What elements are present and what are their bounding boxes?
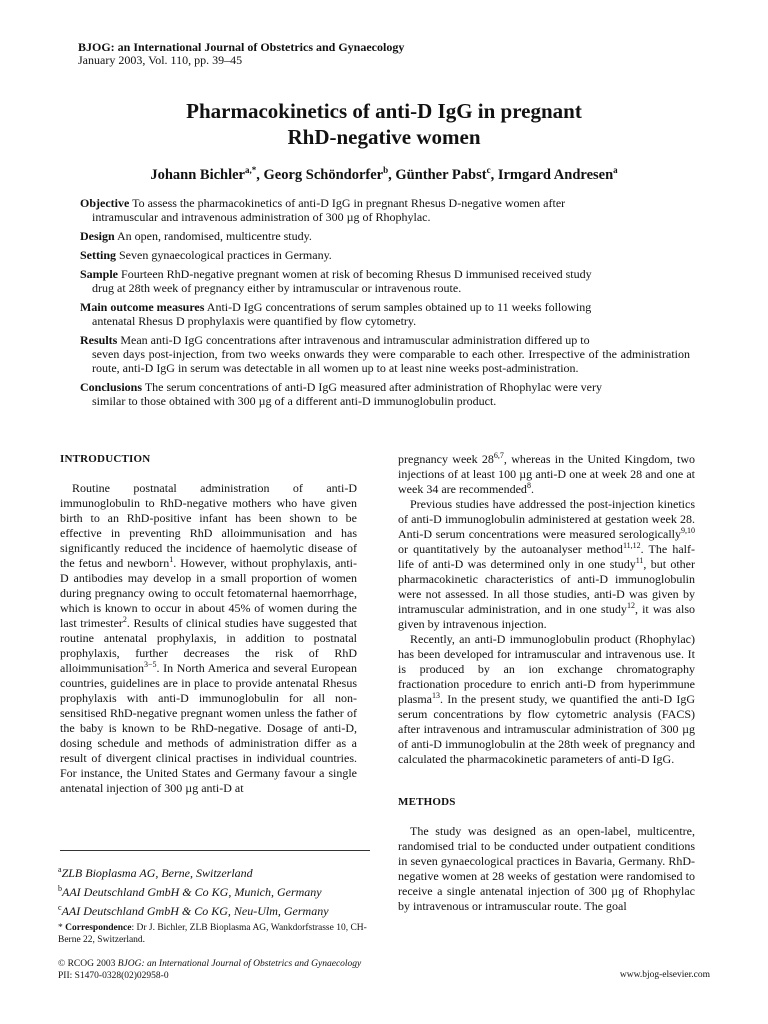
abstract bbox=[80, 196, 690, 413]
abstract-label: Sample bbox=[80, 267, 119, 281]
abstract-label: Conclusions bbox=[80, 380, 143, 394]
affiliation-item bbox=[58, 881, 329, 900]
correspondence-note bbox=[58, 922, 373, 946]
section-heading-introduction: INTRODUCTION bbox=[60, 453, 151, 465]
section-heading-methods: METHODS bbox=[398, 796, 456, 808]
methods-paragraph-1: The study was designed as an open-label, multicentre, randomised trial to be conducted under outpatient conditions in seven gynaecological practices in Bavaria, Germany. RhD-negative women at 28 weeks of gestation were randomised to receive a single antenatal injection of 300 µg of Rhophylac by intravenous or intramuscular route. The goal bbox=[398, 824, 695, 913]
left-column bbox=[60, 452, 357, 796]
citation: 11,12 bbox=[622, 541, 641, 550]
citation: 3−5 bbox=[144, 660, 157, 669]
body-text: pregnancy week 28 bbox=[398, 452, 494, 466]
affiliation-item bbox=[58, 900, 329, 919]
affiliation-item bbox=[58, 862, 329, 881]
correspondence-star: * bbox=[58, 923, 63, 933]
body-text: , it was also given by intravenous injection. bbox=[398, 602, 695, 631]
author-sup: c bbox=[486, 165, 491, 175]
affiliation-sup: a bbox=[58, 865, 62, 874]
citation: 8 bbox=[526, 481, 531, 490]
journal-title: BJOG: an International Journal of Obstetrics and Gynaecology bbox=[78, 40, 405, 54]
author-name: Johann Bichler bbox=[150, 166, 245, 183]
citation: 6,7 bbox=[493, 451, 504, 460]
pii: PII: S1470-0328(02)02958-0 bbox=[58, 971, 169, 981]
abstract-text: An open, randomised, multicentre study. bbox=[117, 229, 312, 243]
abstract-text: intramuscular and intravenous administration of 300 µg of Rhophylac. bbox=[92, 210, 431, 224]
issue-line: January 2003, Vol. 110, pp. 39–45 bbox=[78, 53, 243, 67]
body-text: Previous studies have addressed the post-injection kinetics of anti-D immunoglobulin administered at gestation week 28. Anti-D serum concentrations were measured serologically bbox=[398, 497, 695, 541]
right-column bbox=[398, 452, 695, 914]
body-text: . The half-life of anti-D was determined only in one study bbox=[398, 542, 695, 571]
abstract-text: Mean anti-D IgG concentrations after intravenous and intramuscular administration differed up to bbox=[120, 333, 590, 347]
footer-copyright-line bbox=[58, 958, 361, 970]
intro-paragraph-2 bbox=[398, 497, 695, 632]
intro-paragraph-3 bbox=[398, 632, 695, 767]
intro-paragraph-1-cont bbox=[398, 452, 695, 497]
title-line-2: RhD-negative women bbox=[287, 125, 481, 149]
body-text: . In the present study, we quantified the anti-D IgG serum concentrations by flow cytometric analysis (FACS) after intravenous and intramuscular administration of 300 µg of anti-D immunoglobulin at the 28th week of pregnancy and calculated the pharmacokinetic parameters of anti-D IgG. bbox=[398, 692, 695, 766]
title-line-1: Pharmacokinetics of anti-D IgG in pregnant bbox=[186, 99, 582, 123]
author-list: Johann Bichler$^{a,*}$, Georg Schöndorfer$^b$, Günther Pabst$^c$, Irmgard Andresen$^a$ bbox=[150, 165, 618, 183]
author-sup: a,* bbox=[245, 165, 257, 175]
abstract-label: Design bbox=[80, 229, 115, 243]
abstract-setting bbox=[80, 248, 690, 262]
citation: 13 bbox=[432, 691, 440, 700]
body-text: . In North America and several European countries, guidelines are in place to provide antenatal Rhesus prophylaxis with anti-D immunoglobulin for all non-sensitised RhD-negative pregnant women unless the father of the baby is known to be RhD-negative. Dosage of anti-D, dosing schedule and methods of administration differ as a result of divergent clinical practises in individual countries. For instance, the United States and Germany favour a single antenatal injection of 300 µg anti-D at bbox=[60, 661, 357, 795]
affiliation-text: ZLB Bioplasma AG, Berne, Switzerland bbox=[61, 866, 253, 880]
abstract-label: Results bbox=[80, 333, 118, 347]
correspondence-label: Correspondence bbox=[65, 923, 132, 933]
abstract-text: Seven gynaecological practices in Germany. bbox=[119, 248, 332, 262]
body-text: . bbox=[530, 482, 534, 496]
article-title bbox=[0, 98, 768, 150]
author-name: Günther Pabst bbox=[395, 166, 487, 183]
citation: 12 bbox=[626, 601, 635, 610]
body-text: or quantitatively by the autoanalyser method bbox=[398, 542, 623, 556]
affiliations bbox=[58, 862, 329, 919]
author-name: Irmgard Andresen bbox=[497, 166, 614, 183]
abstract-conclusions bbox=[80, 380, 690, 408]
abstract-text: similar to those obtained with 300 µg of a different anti-D immunoglobulin product. bbox=[92, 394, 497, 408]
footer-journal: BJOG: an International Journal of Obstetrics and Gynaecology bbox=[117, 959, 362, 969]
abstract-text: Fourteen RhD-negative pregnant women at risk of becoming Rhesus D immunised received study bbox=[121, 267, 592, 281]
body-text: Recently, an anti-D immunoglobulin product (Rhophylac) has been developed for intramuscular and intravenous use. It is produced by an ion exchange chromatography fractionation procedure to enrich anti-D from hyperimmune plasma bbox=[398, 632, 695, 706]
abstract-text: To assess the pharmacokinetics of anti-D IgG in pregnant Rhesus D-negative women after bbox=[132, 196, 566, 210]
correspondence-text: : Dr J. Bichler, ZLB Bioplasma AG, Wankdorfstrasse 10, CH-Berne 22, Switzerland. bbox=[58, 923, 367, 945]
abstract-text: drug at 28th week of pregnancy either by intramuscular or intravenous route. bbox=[92, 281, 462, 295]
abstract-label: Setting bbox=[80, 248, 116, 262]
citation: 11 bbox=[635, 556, 644, 565]
author-sup: a bbox=[613, 165, 618, 175]
body-text: , whereas in the United Kingdom, two injections of at least 100 µg anti-D one at week 28 and one at week 34 are recommended bbox=[398, 452, 695, 496]
body-text: . However, without prophylaxis, anti-D antibodies may develop in a small proportion of women during pregnancy owing to occult fetomaternal haemorrhage, which is known to occur in about 45% of women during the last trimester bbox=[60, 556, 357, 630]
affiliation-sup: c bbox=[58, 903, 62, 912]
body-text: , but other pharmacokinetic characteristics of anti-D immunoglobulin were not assessed. In all those studies, anti-D was given by intramuscular administration, and in one study bbox=[398, 557, 695, 616]
journal-url[interactable]: www.bjog-elsevier.com bbox=[619, 970, 710, 980]
abstract-text: seven days post-injection, from two weeks onwards they were comparable to each other. Irrespective of the administration route, anti-D IgG in serum was detectable in all women up to at least nine weeks post-administration. bbox=[92, 347, 690, 375]
spacer bbox=[398, 767, 695, 795]
abstract-text: antenatal Rhesus D prophylaxis were quantified by flow cytometry. bbox=[92, 314, 417, 328]
abstract-outcome bbox=[80, 300, 690, 328]
abstract-results bbox=[80, 333, 690, 375]
body-text: . Results of clinical studies have suggested that routine antenatal prophylaxis, in addition to postnatal prophylaxis, further decreases the risk of RhD alloimmunisation bbox=[60, 616, 357, 675]
abstract-text: The serum concentrations of anti-D IgG measured after administration of Rhophylac were very bbox=[144, 380, 602, 394]
affiliation-text: AAI Deutschland GmbH & Co KG, Neu-Ulm, Germany bbox=[61, 904, 329, 918]
footnote-divider bbox=[60, 850, 370, 851]
author-name: Georg Schöndorfer bbox=[263, 166, 384, 183]
affiliation-sup: b bbox=[58, 884, 62, 893]
abstract-label: Main outcome measures bbox=[80, 300, 205, 314]
spacer bbox=[60, 467, 357, 481]
affiliation-text: AAI Deutschland GmbH & Co KG, Munich, Germany bbox=[62, 885, 322, 899]
footer-left bbox=[58, 958, 361, 982]
abstract-objective bbox=[80, 196, 690, 224]
abstract-text: Anti-D IgG concentrations of serum samples obtained up to 11 weeks following bbox=[206, 300, 592, 314]
citation: 9,10 bbox=[681, 526, 695, 535]
citation: 2 bbox=[122, 615, 127, 624]
author-sup: b bbox=[383, 165, 389, 175]
copyright: © RCOG 2003 bbox=[58, 959, 116, 969]
abstract-sample bbox=[80, 267, 690, 295]
spacer bbox=[398, 810, 695, 824]
body-text: Routine postnatal administration of anti-D immunoglobulin to RhD-negative mothers who have given birth to an RhD-positive infant has been shown to be effective in preventing RhD alloimmunisation and has significantly reduced the incidence of haemolytic disease of the fetus and newborn bbox=[60, 481, 357, 570]
citation: 1 bbox=[169, 555, 174, 564]
intro-paragraph-1 bbox=[60, 481, 357, 796]
abstract-label: Objective bbox=[80, 196, 130, 210]
abstract-design bbox=[80, 229, 690, 243]
